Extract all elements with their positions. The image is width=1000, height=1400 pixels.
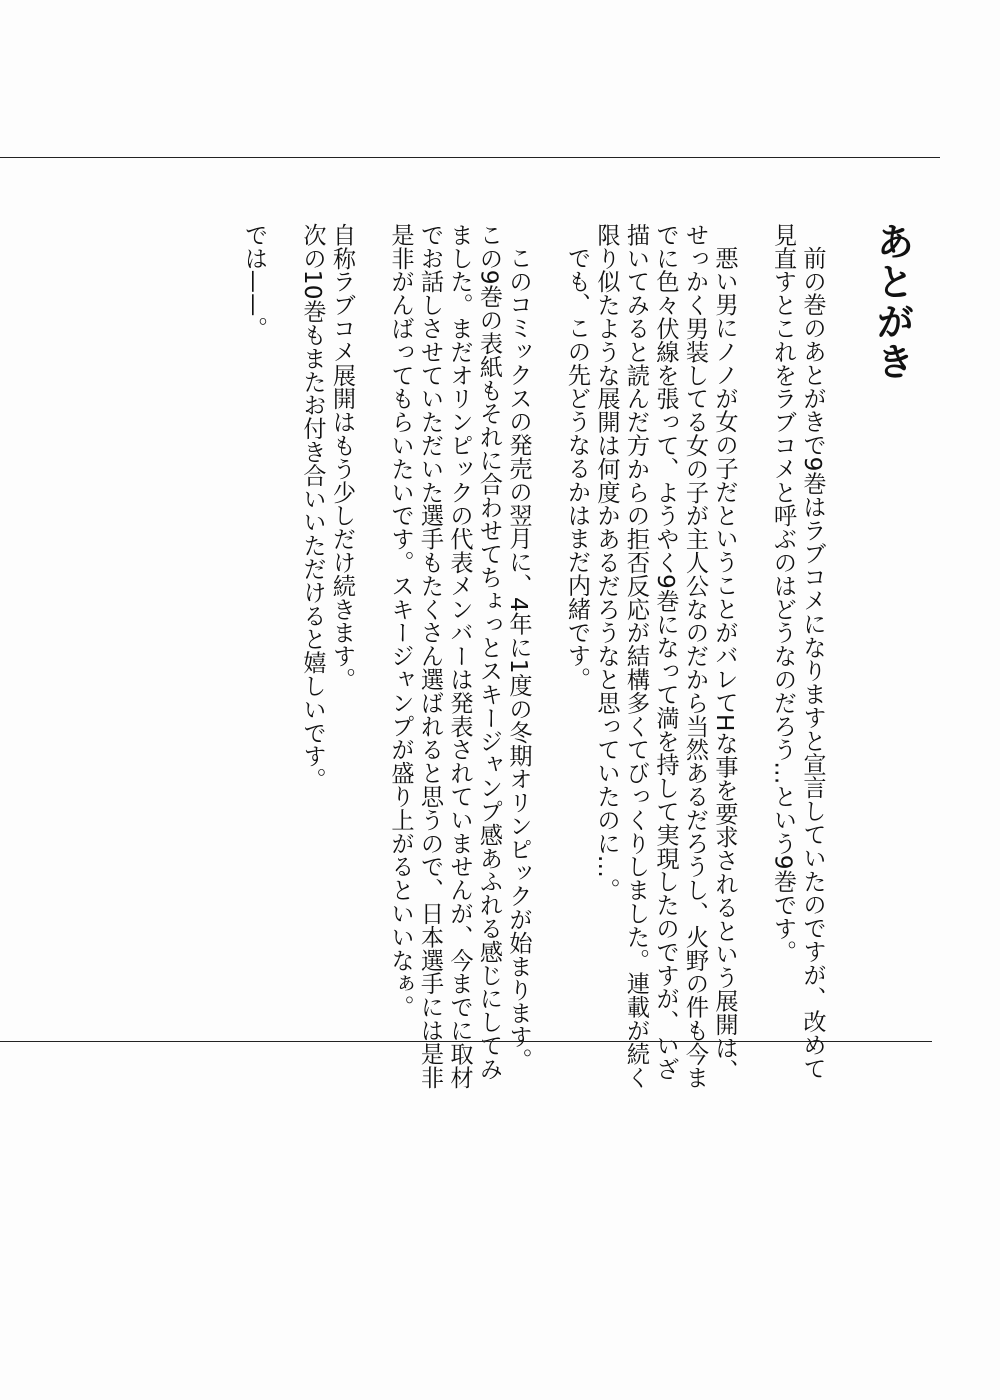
top-divider [0,157,940,158]
text-line: せっかく男装してる女の子が主人公なのだから当然あるだろうし、火野の件も今ま [681,223,709,1089]
text-line: 悪い男にノノが女の子だということがバレてHな事を要求されるという展開は、 [711,246,738,1083]
afterword-body [239,223,827,1089]
text-line: では——。 [240,223,268,340]
text-line: 描いてみると読んだ方からの拒否反応が結構多くてびっくりしました。連載が続く [622,223,650,1089]
paragraph-gap [269,223,298,1003]
text-line: この9巻の表紙もそれに合わせてちょっとスキージャンプ感あふれる感じにしてみ [475,223,503,1081]
text-line: でも、この先どうなるかはまだ内緒です。 [563,246,591,691]
text-line: このコミックスの発売の翌月に、4年に1度の冬期オリンピックが始まります。 [505,246,532,1072]
text-line: でに色々伏線を張って、ようやく9巻になって満を持して実現したのですが、いざ [652,223,679,1081]
page-title: あとがき [870,222,915,382]
paragraph-gap [357,223,386,1003]
text-line: 是非がんばってもらいたいです。スキージャンプが盛り上がるといいなぁ。 [387,223,414,1019]
bottom-divider [0,1041,932,1042]
paragraph-gap [739,223,768,1003]
paragraph-gap [533,223,562,1003]
text-line: 前の巻のあとがきで9巻はラブコメになりますと宣言していたのですが、改めて [799,246,826,1080]
text-line: 自称ラブコメ展開はもう少しだけ続きます。 [328,223,356,691]
text-line: 限り似たような展開は何度かあるだろうなと思っていたのに…。 [593,223,620,902]
text-line: でお話しさせていただいた選手もたくさん選ばれると思うので、日本選手には是非 [416,223,444,1089]
text-line: ました。まだオリンピックの代表メンバーは発表されていませんが、今までに取材 [446,223,473,1089]
text-line: 見直すとこれをラブコメと呼ぶのはどうなのだろう…という9巻です。 [769,223,797,964]
text-line: 次の10巻もまたお付き合いいただけると嬉しいです。 [299,223,326,792]
